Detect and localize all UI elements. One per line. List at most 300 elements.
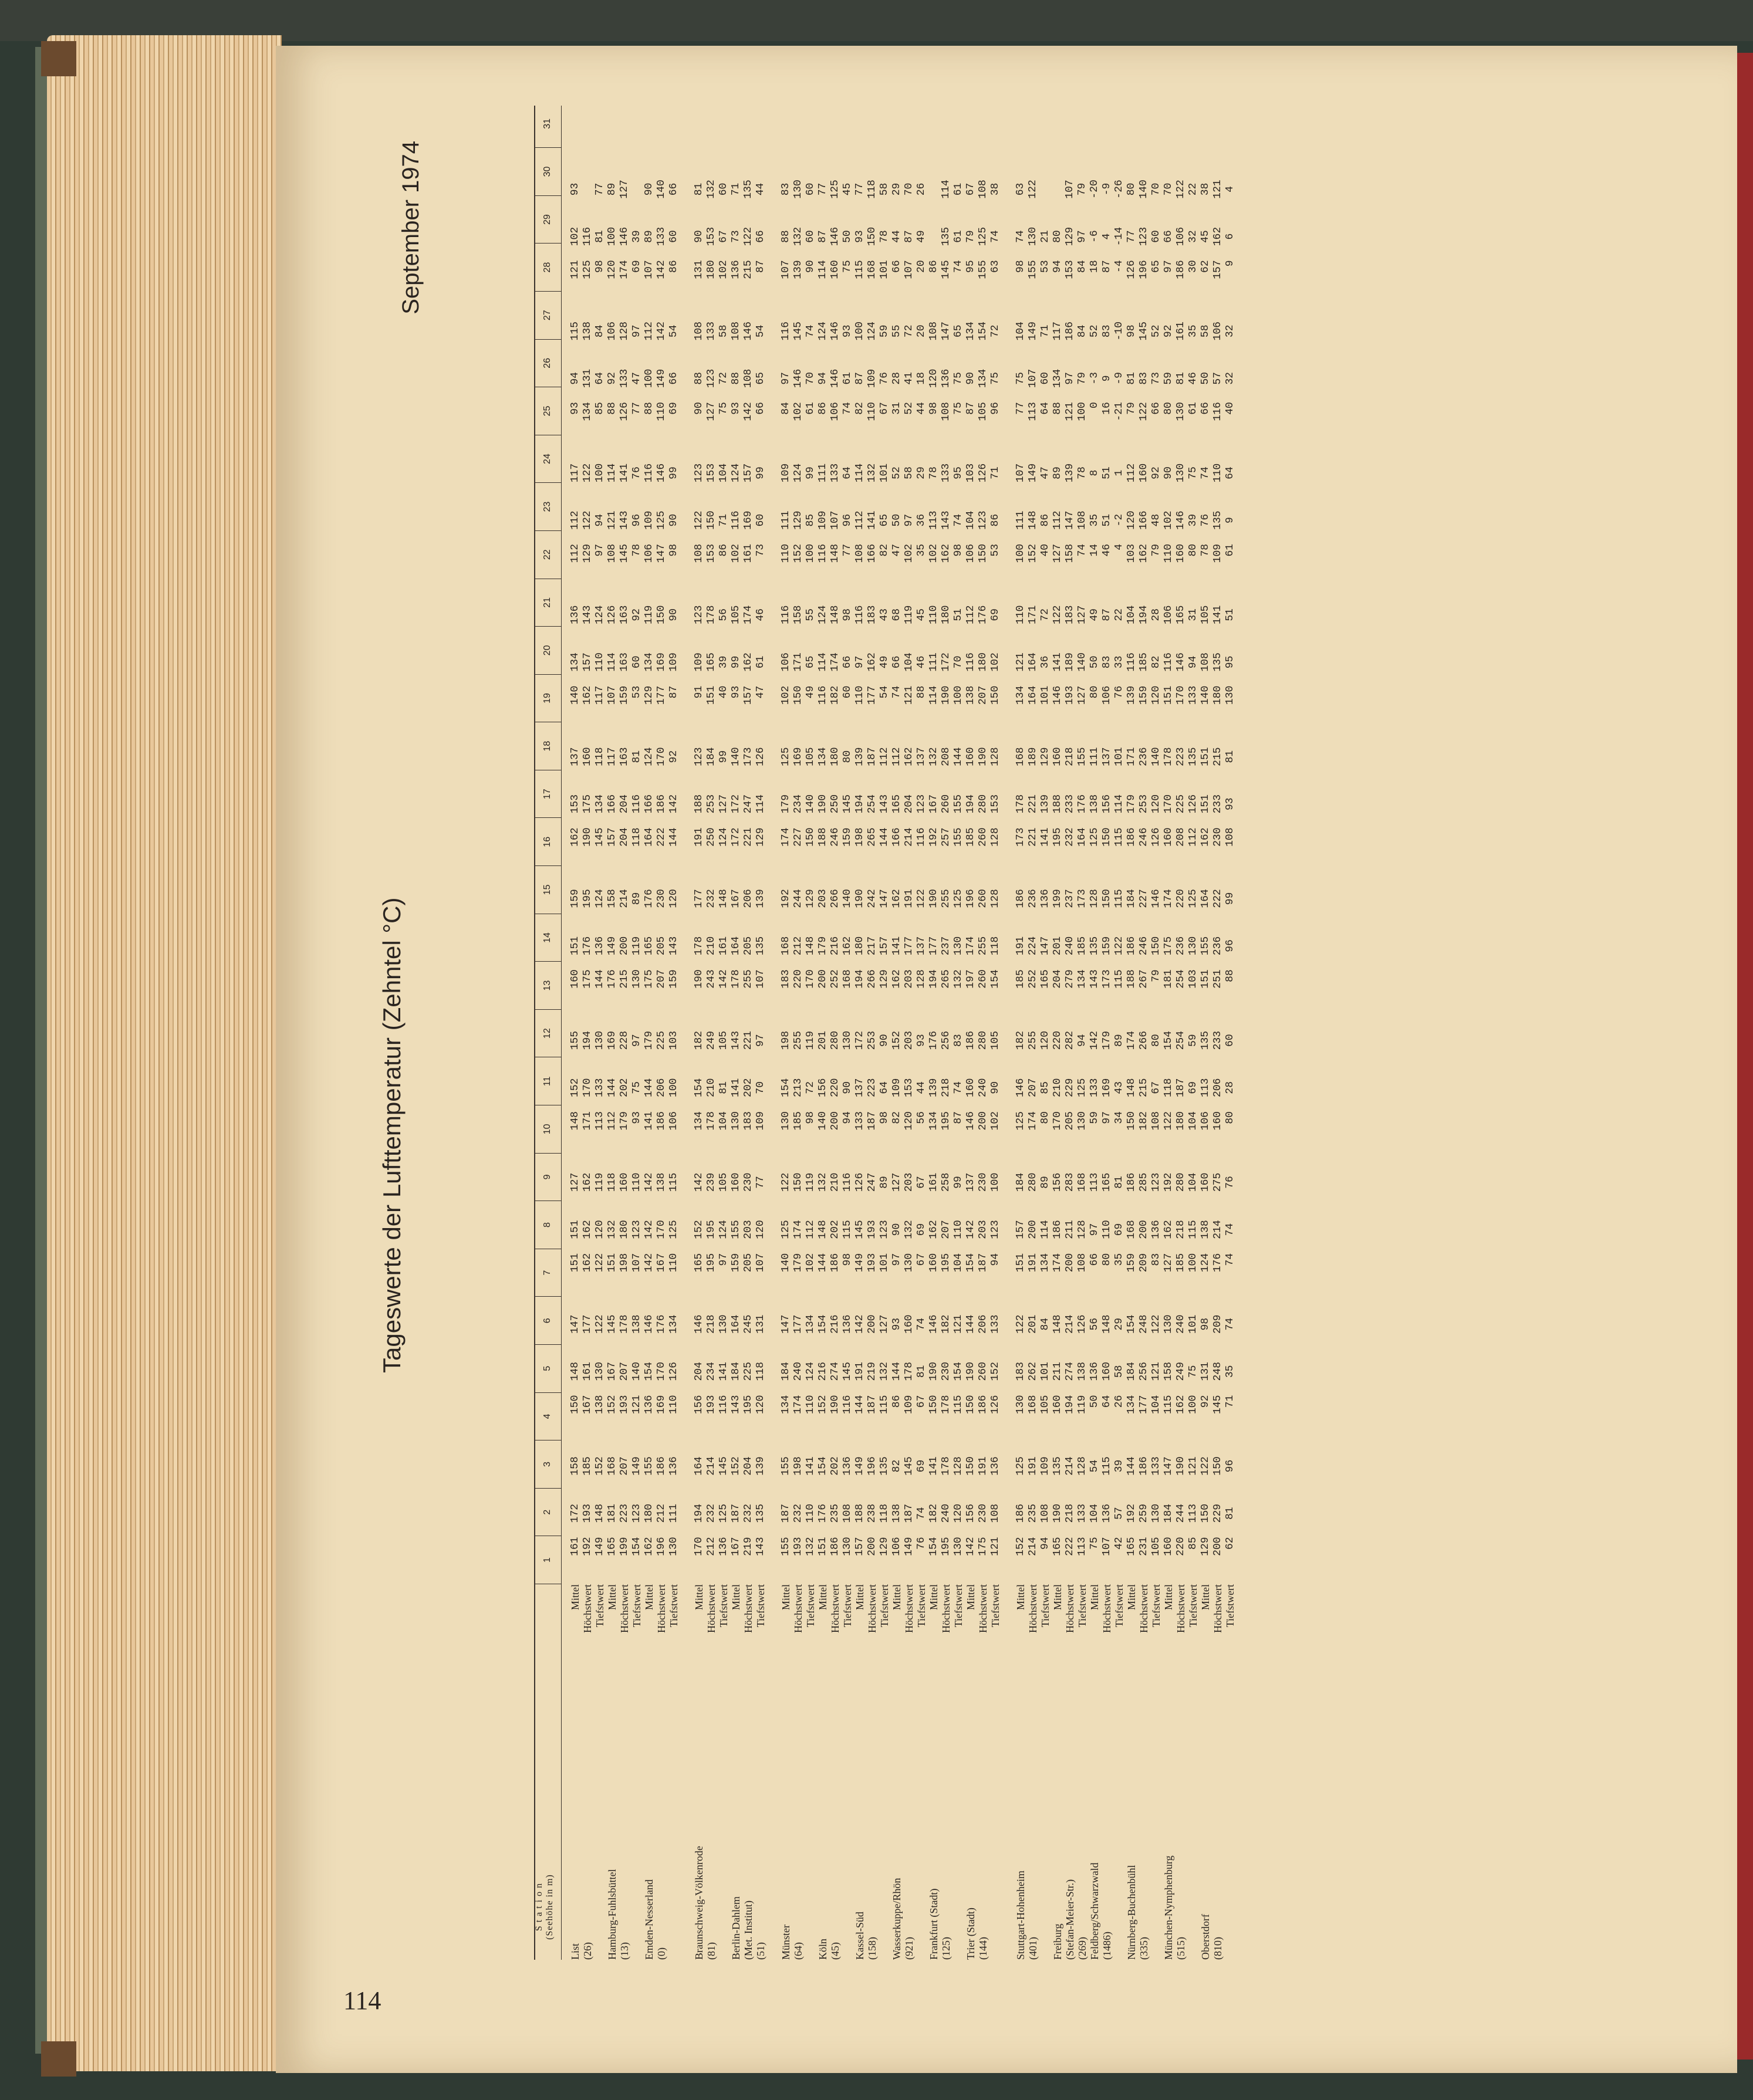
table-cell: 179 [817, 936, 829, 956]
table-cell: 123 [631, 1220, 643, 1239]
day-header: 31 [534, 100, 561, 148]
station-name [879, 1751, 891, 1960]
page-title: Tageswerte der Lufttemperatur (Zehntel °C) [378, 897, 406, 1373]
table-row [1064, 106, 1076, 1960]
table-row [1175, 106, 1187, 1960]
table-cell: 121 [1212, 180, 1224, 199]
table-cell: 120 [606, 260, 618, 279]
table-cell: 164 [730, 936, 742, 956]
table-cell: 120 [755, 1395, 766, 1415]
table-cell: 121 [1015, 652, 1026, 672]
table-cell: 30 [1187, 260, 1199, 273]
table-cell: 122 [1163, 1111, 1174, 1131]
table-cell: 124 [718, 1220, 729, 1239]
table-cell: 142 [965, 1220, 977, 1239]
day-values [879, 119, 891, 1584]
table-cell: 274 [829, 1362, 841, 1381]
table-cell: 136 [1101, 1503, 1113, 1523]
table-cell: 141 [619, 463, 630, 483]
table-cell: 51 [1101, 466, 1113, 479]
table-cell: 186 [1138, 1456, 1150, 1476]
table-row [1015, 106, 1027, 1960]
value-kind: Tiefstwert [1113, 1584, 1125, 1628]
table-cell: 280 [977, 794, 989, 814]
day-header: 16 [534, 819, 561, 867]
table-cell: -6 [1089, 230, 1100, 243]
table-cell: 144 [643, 1078, 655, 1097]
table-cell: 124 [730, 463, 742, 483]
table-cell: 237 [1064, 889, 1076, 908]
table-cell: 142 [854, 1314, 866, 1334]
table-cell: 104 [718, 463, 729, 483]
table-cell: 160 [569, 969, 581, 989]
table-cell: 280 [977, 1030, 989, 1050]
table-cell: 150 [965, 1456, 977, 1476]
table-cell: 179 [643, 1030, 655, 1050]
table-cell: 100 [1187, 1395, 1199, 1415]
table-cell: 116 [817, 685, 829, 705]
table-cell: 137 [916, 747, 927, 766]
table-cell: 79 [965, 230, 977, 243]
table-cell: 109 [643, 510, 655, 530]
table-cell: 239 [705, 1172, 717, 1192]
table-cell: 220 [1175, 1537, 1187, 1556]
table-cell: 75 [842, 260, 853, 273]
day-values [1212, 119, 1224, 1584]
table-cell: 168 [1076, 1172, 1088, 1192]
table-cell: 101 [1039, 1362, 1051, 1381]
table-cell: 58 [718, 324, 729, 338]
table-cell: 255 [1027, 1030, 1039, 1050]
table-cell: 205 [742, 936, 754, 956]
table-cell: 74 [1224, 1253, 1236, 1266]
table-cell: 194 [854, 794, 866, 814]
table-cell: 116 [1212, 402, 1224, 421]
value-kind: Höchstwert [866, 1584, 878, 1633]
table-cell [1027, 119, 1039, 166]
table-cell: 123 [693, 747, 705, 766]
value-kind: Tiefstwert [631, 1584, 643, 1628]
table-cell: 198 [780, 1030, 792, 1050]
table-cell: 178 [940, 1395, 952, 1415]
table-cell: 145 [594, 827, 606, 847]
table-cell: 146 [643, 1314, 655, 1334]
table-cell [1138, 119, 1150, 166]
table-cell: 116 [780, 322, 792, 341]
table-row [1126, 106, 1138, 1960]
table-cell: 193 [619, 1395, 630, 1415]
table-cell: 220 [1052, 1030, 1063, 1050]
table-cell: 49 [879, 655, 890, 669]
table-cell: 176 [643, 889, 655, 908]
table-cell: 194 [582, 1030, 593, 1050]
table-cell: 110 [866, 402, 878, 421]
table-cell: 238 [866, 1503, 878, 1523]
table-cell: 162 [891, 969, 903, 989]
table-cell: 253 [705, 794, 717, 814]
table-cell: 145 [903, 1456, 915, 1476]
table-cell: 174 [1027, 1111, 1039, 1131]
table-cell: 94 [989, 1253, 1001, 1266]
table-cell: 106 [1212, 322, 1224, 341]
table-cell: 106 [829, 402, 841, 421]
table-cell: 107 [643, 260, 655, 279]
table-cell: 170 [1175, 685, 1187, 705]
table-cell: 252 [1027, 969, 1039, 989]
table-cell [1126, 119, 1138, 166]
table-cell: 116 [643, 463, 655, 483]
table-cell: 98 [805, 1111, 816, 1124]
table-cell: 153 [569, 794, 581, 814]
table-cell: 212 [656, 1503, 667, 1523]
table-cell: 195 [1052, 827, 1063, 847]
table-cell [1175, 119, 1187, 166]
table-cell: 230 [940, 1362, 952, 1381]
day-header: 21 [534, 579, 561, 627]
table-cell: 168 [842, 969, 853, 989]
table-cell: 72 [718, 372, 729, 385]
table-cell: 283 [1064, 1172, 1076, 1192]
table-cell: 191 [1015, 936, 1026, 956]
table-cell: 174 [792, 1220, 804, 1239]
day-values [656, 119, 668, 1584]
table-cell: 109 [866, 368, 878, 388]
table-cell: 89 [1052, 466, 1063, 479]
table-cell: 4 [1113, 543, 1125, 550]
table-cell: 130 [594, 1030, 606, 1050]
table-cell: 221 [742, 827, 754, 847]
table-cell: 194 [854, 969, 866, 989]
station-name: Freiburg [1052, 1923, 1063, 1960]
table-cell: 216 [817, 1362, 829, 1381]
table-cell: 198 [619, 1253, 630, 1273]
day-values [668, 119, 680, 1584]
table-cell: 77 [631, 402, 643, 415]
table-cell: 108 [854, 543, 866, 563]
day-header: 17 [534, 770, 561, 819]
table-cell: 9 [1224, 260, 1236, 267]
table-cell: 94 [1039, 1537, 1051, 1550]
table-row [989, 106, 1002, 1960]
table-cell: 162 [1212, 226, 1224, 246]
table-cell: 130 [842, 1537, 853, 1556]
table-cell: 125 [829, 180, 841, 199]
table-cell: 92 [1200, 1395, 1211, 1408]
table-cell: 200 [866, 1314, 878, 1334]
table-cell: 140 [730, 747, 742, 766]
table-cell: 184 [705, 747, 717, 766]
table-cell: 108 [989, 1503, 1001, 1523]
table-cell: 193 [866, 1220, 878, 1239]
table-cell: 102 [730, 543, 742, 563]
table-cell: 32 [1187, 230, 1199, 243]
table-cell: 165 [1175, 605, 1187, 625]
table-cell: 214 [1064, 1456, 1076, 1476]
table-cell: 232 [742, 1503, 754, 1523]
table-cell: 92 [1163, 324, 1174, 338]
table-cell: 135 [755, 936, 766, 956]
table-cell: 28 [1224, 1081, 1236, 1094]
table-cell: 29 [916, 466, 927, 479]
table-cell: 149 [903, 1537, 915, 1556]
table-cell: 75 [1089, 1537, 1100, 1550]
table-row [1076, 106, 1089, 1960]
table-cell: 40 [1039, 543, 1051, 557]
table-cell: 98 [1015, 260, 1026, 273]
table-cell: 106 [1163, 605, 1174, 625]
table-cell: 82 [1150, 655, 1162, 669]
value-kind: Mittel [730, 1584, 742, 1610]
table-cell: 111 [780, 510, 792, 530]
table-cell: 95 [1224, 655, 1236, 669]
table-cell: 76 [1113, 685, 1125, 699]
table-cell: 221 [1027, 827, 1039, 847]
day-values [916, 119, 928, 1584]
table-cell: 98 [879, 1111, 890, 1124]
station-name [1150, 1751, 1163, 1960]
table-cell: 152 [730, 1456, 742, 1476]
table-cell: 64 [1101, 1395, 1113, 1408]
table-row [940, 106, 953, 1960]
table-cell: 172 [854, 1030, 866, 1050]
day-header: 23 [534, 483, 561, 531]
day-values [1039, 119, 1052, 1584]
table-cell: 110 [780, 543, 792, 563]
table-cell: 215 [742, 260, 754, 279]
table-cell: 177 [903, 936, 915, 956]
table-cell: 191 [854, 1362, 866, 1381]
table-cell: 143 [730, 1395, 742, 1415]
table-cell: 172 [940, 652, 952, 672]
table-cell: 89 [1039, 1176, 1051, 1189]
table-cell: 132 [606, 1220, 618, 1239]
table-cell: 171 [1126, 747, 1137, 766]
table-cell: -21 [1113, 402, 1125, 421]
table-cell: 90 [643, 182, 655, 196]
table-cell: 102 [928, 543, 940, 563]
table-cell: 135 [940, 226, 952, 246]
table-cell: 145 [854, 1220, 866, 1239]
table-cell: 115 [1101, 1456, 1113, 1476]
table-cell: 143 [668, 936, 680, 956]
table-cell: 142 [965, 1537, 977, 1556]
table-cell: 149 [854, 1456, 866, 1476]
table-cell: 154 [928, 1537, 940, 1556]
table-cell: 118 [606, 1172, 618, 1192]
table-cell: 165 [606, 1537, 618, 1556]
table-cell: 116 [631, 794, 643, 814]
table-cell: 50 [891, 513, 903, 527]
table-cell: 180 [940, 605, 952, 625]
table-cell: 52 [1150, 324, 1162, 338]
table-cell: 58 [1113, 1365, 1125, 1378]
table-cell: 186 [829, 1253, 841, 1273]
table-cell: 92 [606, 372, 618, 385]
table-cell: 90 [1163, 466, 1174, 479]
table-cell: 101 [1187, 1314, 1199, 1334]
table-cell: 55 [805, 608, 816, 621]
table-cell: 160 [1163, 1537, 1174, 1556]
table-cell: 123 [1138, 226, 1150, 246]
table-cell: 70 [755, 1081, 766, 1094]
table-cell: 67 [879, 402, 890, 415]
table-cell: 145 [842, 1362, 853, 1381]
table-cell: 156 [1052, 1172, 1063, 1192]
table-cell: 97 [1089, 1223, 1100, 1236]
table-cell: 162 [582, 1172, 593, 1192]
table-cell: 108 [1224, 827, 1236, 847]
table-cell [1163, 119, 1175, 166]
table-cell: 167 [606, 1362, 618, 1381]
table-cell: 129 [805, 889, 816, 908]
table-cell [705, 119, 718, 166]
table-cell: 88 [916, 685, 927, 699]
table-cell: 136 [569, 605, 581, 625]
station-name: (45) [829, 1942, 841, 1960]
table-cell: 134 [1126, 1395, 1137, 1415]
table-cell: 32 [1224, 324, 1236, 338]
table-cell: 110 [805, 1395, 816, 1415]
table-cell: 14 [1089, 543, 1100, 557]
table-cell: 154 [1126, 1314, 1137, 1334]
table-cell: 223 [1175, 747, 1187, 766]
table-cell: 218 [1064, 1503, 1076, 1523]
table-cell: 157 [854, 1537, 866, 1556]
table-cell: 31 [891, 402, 903, 415]
table-cell: 85 [594, 402, 606, 415]
table-cell: 123 [693, 605, 705, 625]
table-cell: 256 [1138, 1362, 1150, 1381]
table-cell: 183 [742, 1111, 754, 1131]
table-cell: 151 [1200, 969, 1211, 989]
table-row [582, 106, 594, 1960]
table-cell: 80 [1126, 182, 1137, 196]
table-cell: 192 [582, 1537, 593, 1556]
table-cell: 170 [656, 1362, 667, 1381]
table-cell: 162 [582, 685, 593, 705]
table-cell: 203 [903, 969, 915, 989]
table-cell: 86 [668, 260, 680, 273]
table-cell: 105 [718, 1172, 729, 1192]
table-row [631, 106, 643, 1960]
table-cell: 22 [1113, 608, 1125, 621]
table-cell: 138 [1089, 794, 1100, 814]
table-cell: 108 [1076, 1253, 1088, 1273]
table-cell: 133 [619, 368, 630, 388]
table-cell: 170 [1163, 794, 1174, 814]
table-cell: 113 [1076, 1537, 1088, 1556]
table-cell: 157 [742, 463, 754, 483]
table-cell: 49 [1089, 608, 1100, 621]
station-name: (Stefan-Meier-Str.) [1064, 1879, 1076, 1960]
value-kind: Höchstwert [656, 1584, 667, 1633]
table-cell: 142 [643, 1253, 655, 1273]
table-cell: 18 [1089, 260, 1100, 273]
station-name: (125) [940, 1937, 952, 1960]
table-cell: 98 [1126, 324, 1137, 338]
table-cell: 134 [668, 1314, 680, 1334]
table-cell: 85 [805, 513, 816, 527]
table-cell: 184 [1126, 889, 1137, 908]
table-cell: 158 [1064, 543, 1076, 563]
table-cell: 101 [1039, 685, 1051, 705]
table-cell: 230 [977, 1503, 989, 1523]
table-row [817, 106, 829, 1960]
table-cell: 194 [1064, 1395, 1076, 1415]
station-name [594, 1751, 606, 1960]
station-name [631, 1751, 643, 1960]
table-cell: 146 [742, 322, 754, 341]
table-cell: 102 [718, 260, 729, 279]
table-cell: 160 [829, 260, 841, 279]
table-cell: 40 [718, 685, 729, 699]
table-cell: 153 [989, 794, 1001, 814]
table-cell: 144 [953, 747, 964, 766]
table-cell: 152 [792, 543, 804, 563]
table-cell: 79 [1150, 969, 1162, 982]
table-cell: 131 [693, 260, 705, 279]
station-name: Nürnberg-Buchenbühl [1126, 1865, 1137, 1960]
table-cell: 122 [594, 1314, 606, 1334]
table-cell [693, 119, 705, 166]
table-cell: 146 [693, 1314, 705, 1334]
table-cell: 246 [1138, 936, 1150, 956]
table-cell: 125 [1015, 1111, 1026, 1131]
value-kind: Tiefstwert [1076, 1584, 1088, 1628]
table-cell: 118 [989, 936, 1001, 956]
table-cell: -26 [1113, 180, 1125, 199]
table-cell: -10 [1113, 322, 1125, 341]
table-cell: 250 [829, 794, 841, 814]
table-row [643, 106, 656, 1960]
value-kind: Mittel [606, 1584, 618, 1610]
table-cell: 140 [842, 889, 853, 908]
table-cell: 134 [817, 747, 829, 766]
table-row [866, 106, 879, 1960]
table-cell: 117 [1052, 322, 1063, 341]
table-cell: 133 [1089, 1078, 1100, 1097]
table-cell: 260 [940, 794, 952, 814]
table-cell: 205 [656, 936, 667, 956]
table-cell: 188 [1052, 794, 1063, 814]
table-row [792, 106, 805, 1960]
table-cell: 90 [842, 1081, 853, 1094]
table-cell: 145 [606, 1314, 618, 1334]
table-cell [1039, 119, 1052, 166]
station-name [953, 1751, 965, 1960]
table-cell: 127 [619, 180, 630, 199]
day-header: 13 [534, 962, 561, 1010]
table-cell: 18 [916, 372, 927, 385]
table-cell: 45 [842, 182, 853, 196]
table-cell: 186 [1126, 936, 1137, 956]
table-cell: 150 [1101, 827, 1113, 847]
day-values [792, 119, 805, 1584]
table-cell: 106 [643, 543, 655, 563]
table-cell: 70 [1150, 182, 1162, 196]
station-name: (0) [656, 1947, 667, 1960]
table-cell: 70 [953, 655, 964, 669]
table-cell: 51 [1101, 513, 1113, 527]
table-cell: 138 [891, 1503, 903, 1523]
table-cell: 136 [730, 260, 742, 279]
table-cell: 134 [1039, 1253, 1051, 1273]
table-cell: 108 [1039, 1503, 1051, 1523]
table-cell: 105 [805, 747, 816, 766]
table-cell: 165 [693, 1253, 705, 1273]
table-cell: 114 [606, 652, 618, 672]
table-cell: 112 [891, 747, 903, 766]
